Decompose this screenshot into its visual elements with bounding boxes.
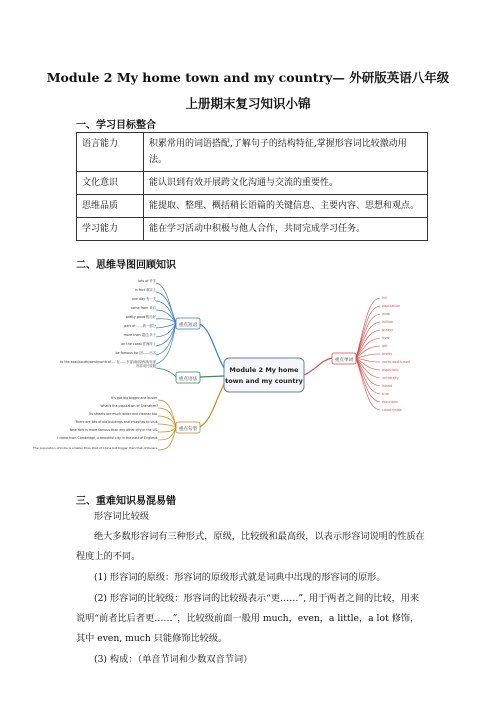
word-item: mountain xyxy=(382,400,399,404)
phrase-item: on the coast 在海岸上 xyxy=(121,342,156,346)
word-item: university xyxy=(382,376,399,380)
phrase-item: part of ……的一部分 xyxy=(124,324,156,328)
branch-label-sentences: 重点句型 xyxy=(178,427,198,432)
table-value: 积累常用的词语搭配,了解句子的结构特征,掌握形容词比较激动用法。 xyxy=(144,133,428,172)
section1-heading: 一、学习目标整合 xyxy=(76,120,156,131)
sentence-item: There are lots of old buildings and churches to visit. xyxy=(75,420,158,424)
word-item: island xyxy=(382,384,393,388)
paragraph: (3) 构成：（单音节词和少数双音节词） xyxy=(94,654,253,665)
word-item: get xyxy=(382,344,388,348)
sentence-item: I come from Cambridge, a beautiful city in the east of England. xyxy=(57,436,158,440)
word-item: million xyxy=(382,320,394,324)
mindmap-center-node xyxy=(224,358,304,392)
word-item: wide xyxy=(382,312,390,316)
paragraph: (1) 形容词的原级：形容词的原级形式就是词典中出现的形容词的原形。 xyxy=(94,572,386,583)
sentence-item: What's the population of Shenzhen? xyxy=(100,404,158,408)
word-item: pretty xyxy=(382,352,393,356)
connector-mid-left xyxy=(200,376,224,377)
table-value: 能在学习活动中积极与他人合作，共同完成学习任务。 xyxy=(144,218,428,241)
table-value: 能提取、整理、概括稍长语篇的关键信息、主要内容、思想和观点。 xyxy=(144,195,428,218)
table-value: 能认识到有效开展跨文化沟通与交流的重要性。 xyxy=(144,172,428,195)
section2-heading: 二、思维导图回顾知识 xyxy=(76,260,176,271)
branch-sentences xyxy=(32,396,176,450)
branch-phrases xyxy=(60,278,176,364)
sentence-item: The population of India is smaller than that of China but bigger than that of Russia. xyxy=(33,446,158,450)
connector-right xyxy=(304,358,332,375)
grammar-connector xyxy=(156,368,176,377)
mind-map xyxy=(33,279,426,480)
phrase-item: come from 来自 xyxy=(130,306,156,310)
word-item: north-south-east xyxy=(382,360,411,364)
connector-top-left xyxy=(200,324,224,368)
word-item: countryside xyxy=(382,408,402,412)
table-key: 语言能力 xyxy=(77,133,144,172)
page-title-line1: Module 2 My home town and my country— 外研版英语八年级 xyxy=(46,70,450,85)
sentence-item: New York is more famous than any other city in the US. xyxy=(69,428,158,432)
word-item: especially xyxy=(382,368,399,372)
word-item: hill xyxy=(382,296,387,300)
branch-words xyxy=(356,296,411,412)
branch-label-phrases: 重点短语 xyxy=(178,323,198,328)
paragraph: 形容词比较级 xyxy=(94,511,150,522)
table-key: 学习能力 xyxy=(77,218,144,241)
word-item: true xyxy=(382,392,389,396)
section3-heading: 三、重难知识易混易错 xyxy=(76,496,176,507)
phrase-item: one day 有一天 xyxy=(131,297,156,301)
connector-bottom-left xyxy=(200,384,224,427)
phrase-item: to the east/south/west/north of ... 在……东部/南部/西部/北部 xyxy=(59,360,156,364)
word-item: population xyxy=(382,304,401,308)
word-item: river xyxy=(382,336,390,340)
page-title-line2: 上册期末复习知识小锦 xyxy=(185,96,311,111)
table-row xyxy=(77,218,428,241)
phrase-item: lots of 许多 xyxy=(138,279,156,283)
word-item: grassy xyxy=(382,328,394,332)
branch-label-words: 重点单词 xyxy=(334,358,354,363)
sentence-item: It's got big bigger and busier. xyxy=(111,396,158,400)
grammar-item: 形容词比较级 xyxy=(136,364,156,368)
branch-label-grammar: 重点语法 xyxy=(178,377,198,382)
paragraph: (2) 形容词的比较级：形容词的比较级表示“更……”, 用于两者之间的比较，用来说明“前者比后者更……”，比较级前面一般用 much，even，a little，a lot 修饰，其中 even, much 只能修饰比较级。 xyxy=(76,593,420,644)
sentence-item: Its streets are much wider and cleaner too. xyxy=(89,412,158,416)
mindmap-center-line2: town and my country xyxy=(225,377,303,385)
phrase-item: more than 超过;多于 xyxy=(123,333,156,337)
phrase-item: be famous for 因……出名 xyxy=(115,351,156,355)
phrase-item: pretty good 相当好 xyxy=(125,315,156,319)
goals-table xyxy=(76,132,428,241)
table-row xyxy=(77,195,428,218)
paragraph: 绝大多数形容词有三种形式，原级，比较级和最高级，以表示形容词说明的性质在程度上的不同。 xyxy=(76,531,425,562)
phrase-item: in fact 事实上 xyxy=(134,288,156,292)
table-key: 思维品质 xyxy=(77,195,144,218)
table-row xyxy=(77,172,428,195)
mindmap-center-line1: Module 2 My home xyxy=(229,366,299,374)
table-key: 文化意识 xyxy=(77,172,144,195)
table-row xyxy=(77,133,428,172)
